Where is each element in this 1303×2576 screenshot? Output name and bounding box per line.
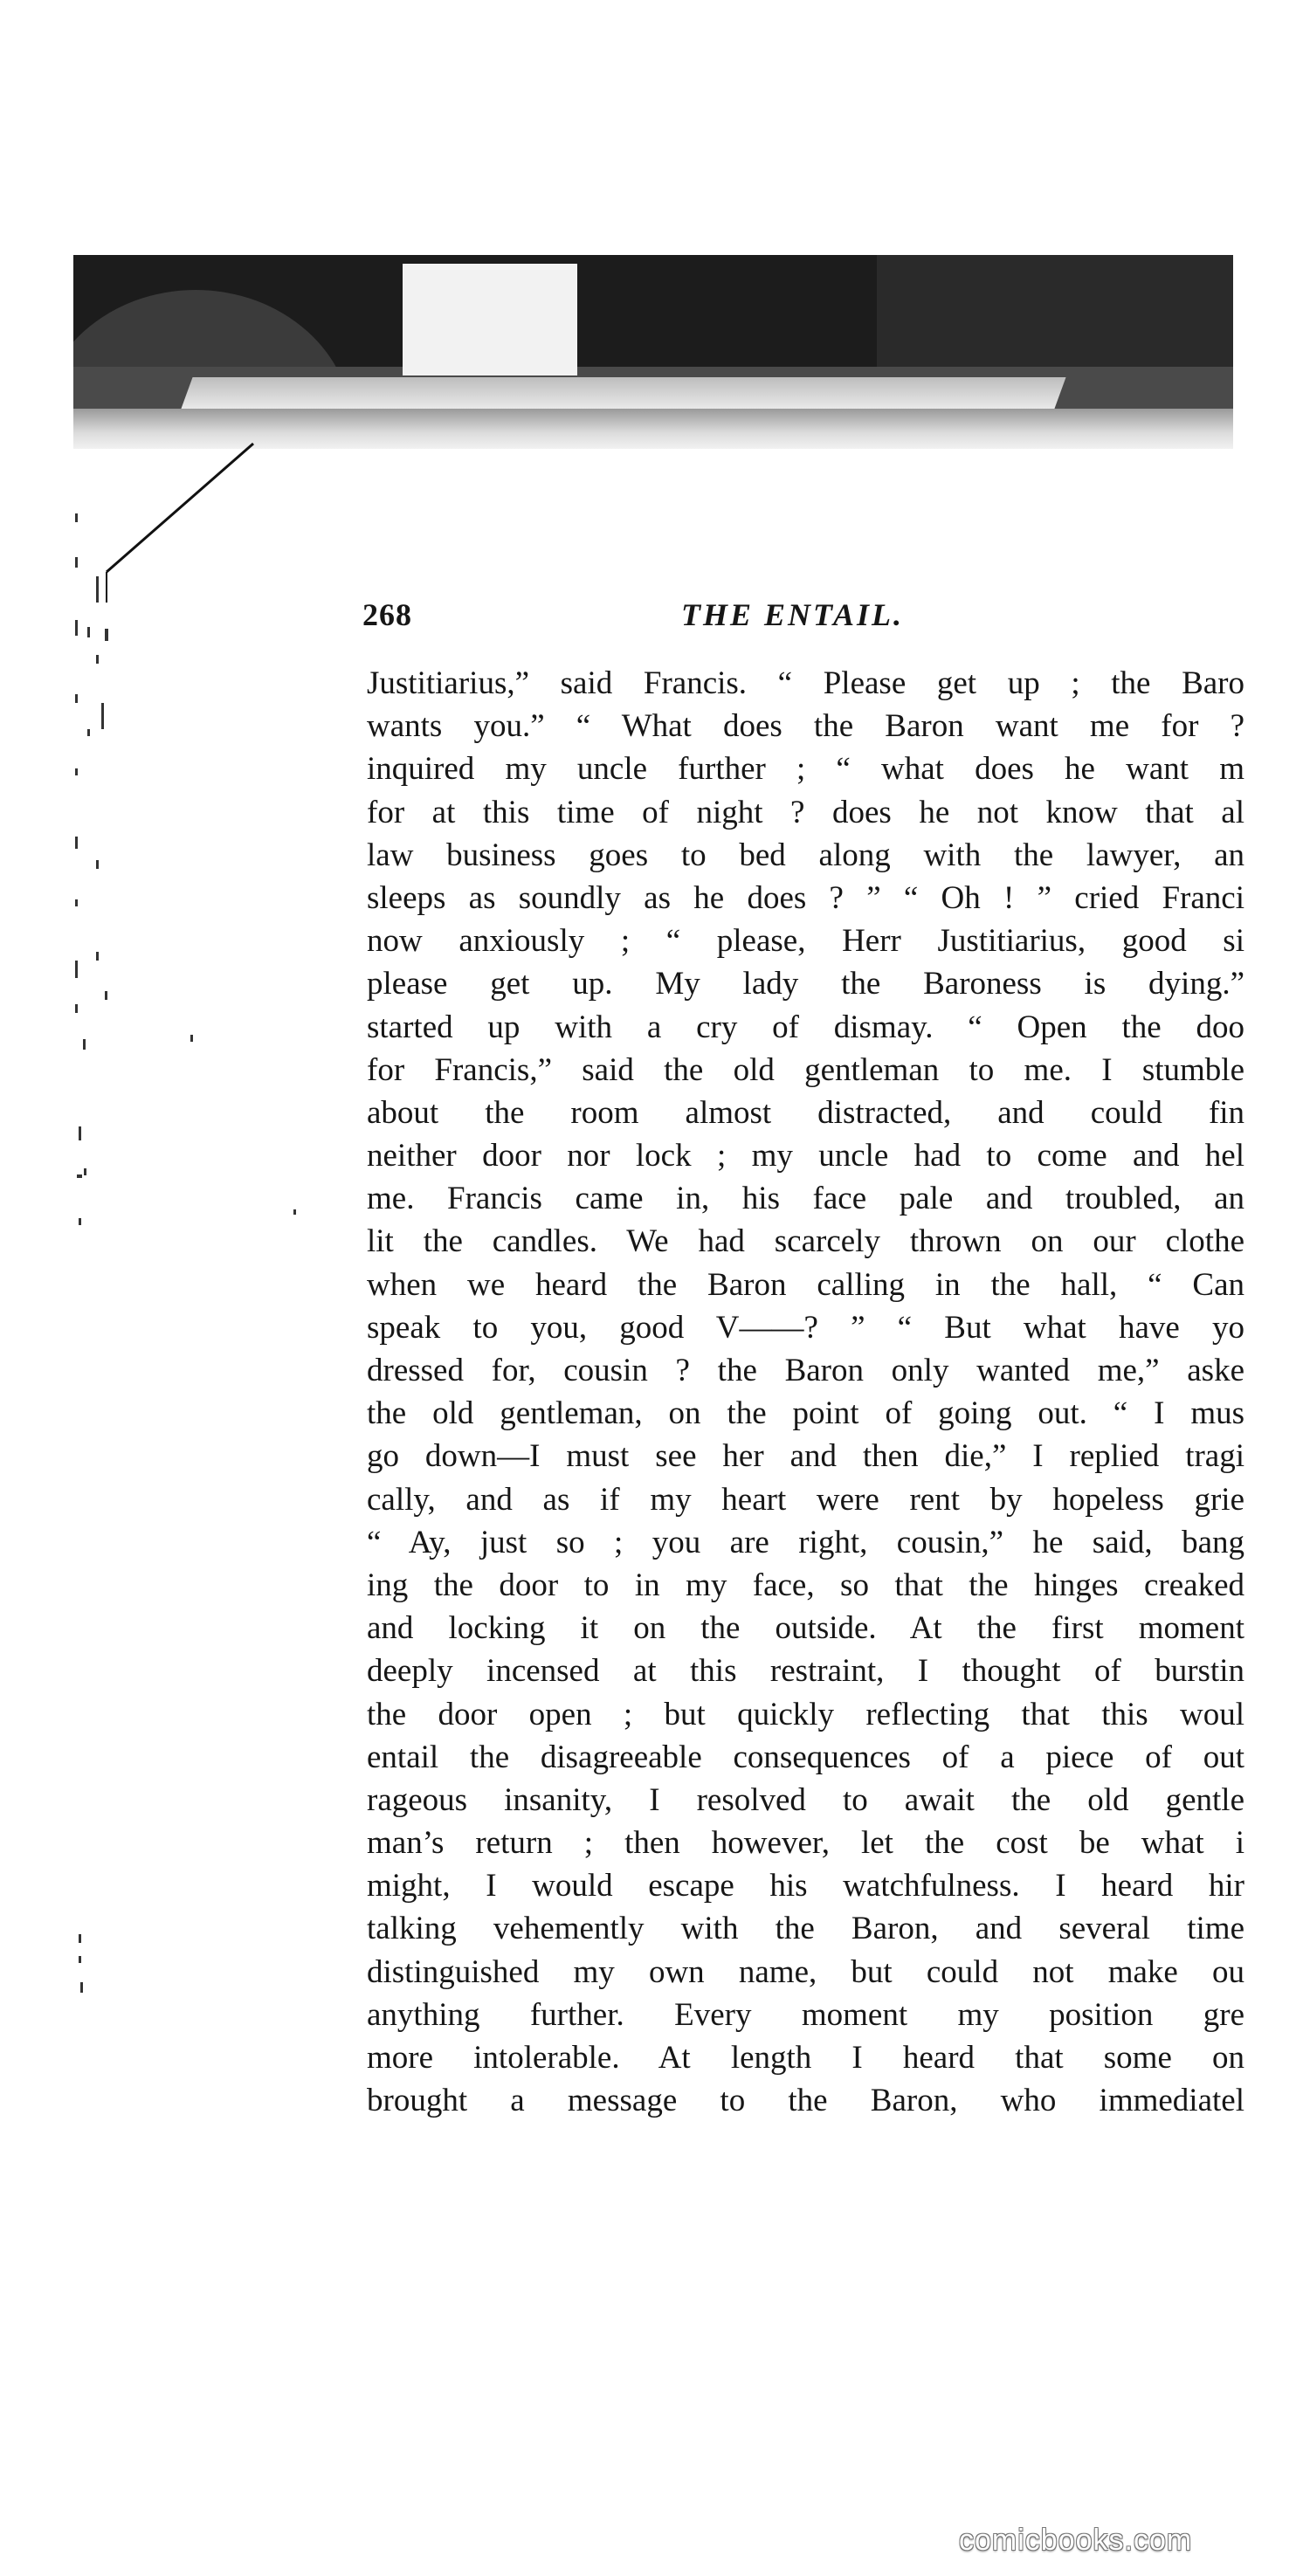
text-line: the old gentleman, on the point of going out. “ I mus <box>367 1395 1244 1432</box>
text-line: “ Ay, just so ; you are right, cousin,” he said, bang <box>367 1524 1244 1560</box>
text-line: cally, and as if my heart were rent by hopeless grie <box>367 1481 1244 1518</box>
text-line: wants you.” “ What does the Baron want me for ? <box>367 708 1244 745</box>
text-line: and locking it on the outside. At the first moment <box>367 1610 1244 1647</box>
text-line: sleeps as soundly as he does ? ” “ Oh ! ” cried Franci <box>367 879 1244 916</box>
margin-specks <box>0 0 314 2576</box>
text-line: law business goes to bed along with the lawyer, an <box>367 837 1244 873</box>
text-line: the door open ; but quickly reflecting that this woul <box>367 1696 1244 1732</box>
text-line: about the room almost distracted, and could fin <box>367 1094 1244 1131</box>
text-line: Justitiarius,” said Francis. “ Please get up ; the Baro <box>367 665 1244 701</box>
text-line: go down—I must see her and then die,” I replied tragi <box>367 1438 1244 1475</box>
text-line: man’s return ; then however, let the cost be what i <box>367 1825 1244 1862</box>
text-line: now anxiously ; “ please, Herr Justitiarius, good si <box>367 923 1244 960</box>
text-line: speak to you, good V——? ” “ But what have yo <box>367 1309 1244 1346</box>
text-line: neither door nor lock ; my uncle had to come and hel <box>367 1138 1244 1174</box>
text-line: talking vehemently with the Baron, and several time <box>367 1911 1244 1947</box>
text-line: please get up. My lady the Baroness is dying.” <box>367 966 1244 1002</box>
text-line: anything further. Every moment my position gre <box>367 1996 1244 2033</box>
text-line: deeply incensed at this restraint, I thought of burstin <box>367 1653 1244 1690</box>
text-line: when we heard the Baron calling in the hall, “ Can <box>367 1266 1244 1303</box>
text-line: for at this time of night ? does he not know that al <box>367 794 1244 830</box>
text-line: inquired my uncle further ; “ what does he want m <box>367 751 1244 788</box>
watermark: comicbooks.com <box>959 2524 1193 2557</box>
page-number: 268 <box>362 597 412 632</box>
text-line: rageous insanity, I resolved to await the old gentle <box>367 1781 1244 1818</box>
text-line: me. Francis came in, his face pale and troubled, an <box>367 1181 1244 1217</box>
text-line: distinguished my own name, but could not make ou <box>367 1953 1244 1990</box>
text-line: started up with a cry of dismay. “ Open the doo <box>367 1009 1244 1045</box>
text-line: more intolerable. At length I heard that some on <box>367 2040 1244 2076</box>
body-text <box>367 662 1244 2164</box>
text-line: might, I would escape his watchfulness. I heard hir <box>367 1868 1244 1904</box>
running-header <box>362 596 1244 649</box>
scan-dark-block <box>877 255 1233 377</box>
text-line: entail the disagreeable consequences of a piece of out <box>367 1739 1244 1775</box>
scan-bright-block <box>403 264 577 375</box>
running-title: THE ENTAIL. <box>681 597 905 632</box>
text-line: brought a message to the Baron, who immediatel <box>367 2083 1244 2119</box>
text-line: ing the door to in my face, so that the hinges creaked <box>367 1567 1244 1603</box>
text-line: for Francis,” said the old gentleman to me. I stumble <box>367 1051 1244 1088</box>
text-line: lit the candles. We had scarcely thrown on our clothe <box>367 1223 1244 1260</box>
text-line: dressed for, cousin ? the Baron only wanted me,” aske <box>367 1353 1244 1388</box>
